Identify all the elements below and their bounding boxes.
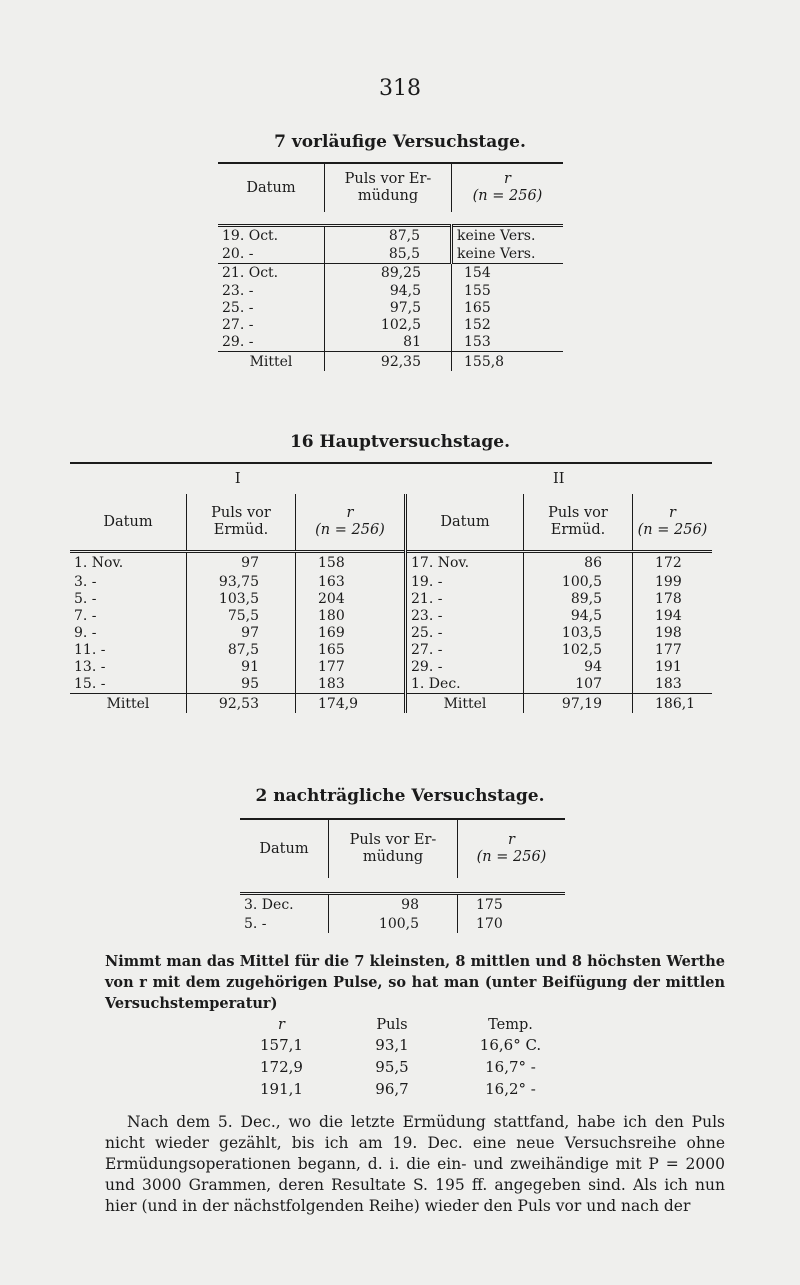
page-number: 318 <box>379 76 421 101</box>
row-r2: 199 <box>633 574 713 591</box>
group-i: I <box>234 470 241 487</box>
row-p2: 102,5 <box>524 642 633 659</box>
row-r: 153 <box>452 334 564 352</box>
col-puls: Puls vor Er- müdung <box>329 819 458 878</box>
section2-table <box>70 462 712 713</box>
mittel-label: Mittel <box>218 352 325 372</box>
row-r: 170 <box>458 916 566 933</box>
row-puls: 100,5 <box>329 916 458 933</box>
row-datum: 19. Oct. <box>222 227 279 244</box>
row-datum: 25. - <box>222 300 254 316</box>
temp-row-temp: 16,6° C. <box>479 1035 542 1054</box>
paragraph-mittel: Nimmt man das Mittel für die 7 kleinsten, 8 mittlen und 8 höchsten Werthe von r mit dem zugehörigen Pulse, so hat man (unter Beifügung der mittlen Versuchstemperatur) <box>105 953 725 1012</box>
mittel1-r: 174,9 <box>296 693 406 713</box>
col-r-2: r <box>669 505 676 521</box>
row-d1: 11. - <box>74 641 106 658</box>
temp-row-temp: 16,2° - <box>485 1079 536 1098</box>
row-puls: 85,5 <box>325 246 452 264</box>
temp-row-r: 191,1 <box>260 1079 303 1098</box>
row-datum: 21. Oct. <box>218 263 325 283</box>
row-p1: 75,5 <box>187 608 296 625</box>
temp-table <box>230 1017 570 1100</box>
paragraph-nach-dem: Nach dem 5. Dec., wo die letzte Ermüdung stattfand, habe ich den Puls nicht wieder gezählt, bis ich am 19. Dec. eine neue Versuchsreihe ohne Ermüdungsoperationen begann, d. i. die ein- und zweihändige mit P = 2000 und 3000 Grammen, deren Resultate S. 195 ff. angegeben sind. Als ich nun hier (und in der nächstfolgenden Reihe) wieder den Puls vor und nach der <box>105 1113 725 1215</box>
row-r1: 177 <box>296 659 406 676</box>
row-puls: 97,5 <box>325 300 452 317</box>
rule <box>218 212 563 226</box>
row-p2: 94 <box>524 659 633 676</box>
row-datum: 3. Dec. <box>244 896 294 913</box>
mittel-r: 155,8 <box>452 352 564 372</box>
col-puls-2: Puls vor Ermüd. <box>524 494 633 552</box>
row-p1: 97 <box>187 552 296 574</box>
row-r: 175 <box>458 894 566 916</box>
temp-row-r: 157,1 <box>260 1035 303 1054</box>
row-r: keine Vers. <box>452 246 564 264</box>
row-r: 165 <box>452 300 564 317</box>
temp-row-puls: 95,5 <box>375 1057 409 1076</box>
row-r2: 194 <box>633 608 713 625</box>
row-r1: 204 <box>296 591 406 608</box>
col-r-header-1 <box>296 494 406 552</box>
col-n: (n = 256) <box>476 849 547 865</box>
row-p1: 103,5 <box>187 591 296 608</box>
row-d2: 25. - <box>406 625 524 642</box>
col-r: r <box>508 832 515 848</box>
temp-col-r: r <box>278 1017 285 1033</box>
col-n-1: (n = 256) <box>315 522 385 538</box>
temp-row-r: 172,9 <box>260 1057 303 1076</box>
col-r-header <box>458 819 566 878</box>
row-p1: 93,75 <box>187 574 296 591</box>
temp-row-puls: 96,7 <box>375 1079 409 1098</box>
temp-row-temp: 16,7° - <box>485 1057 536 1076</box>
col-n-2: (n = 256) <box>637 522 708 538</box>
row-puls: 89,25 <box>325 263 452 283</box>
row-p2: 86 <box>524 552 633 574</box>
row-r2: 178 <box>633 591 713 608</box>
row-p1: 95 <box>187 676 296 694</box>
row-datum: 23. - <box>222 283 254 299</box>
rule <box>240 878 565 894</box>
row-r1: 180 <box>296 608 406 625</box>
temp-col-temp: Temp. <box>488 1017 533 1033</box>
row-r1: 169 <box>296 625 406 642</box>
col-datum: Datum <box>259 840 309 857</box>
row-datum: 29. - <box>222 334 254 350</box>
row-r2: 172 <box>633 552 713 574</box>
row-d1: 3. - <box>74 573 97 590</box>
col-r: r <box>504 171 511 187</box>
col-datum-2: Datum <box>406 494 524 552</box>
row-d2: 17. Nov. <box>406 552 524 574</box>
section3-table <box>240 818 565 933</box>
row-r1: 158 <box>296 552 406 574</box>
row-p1: 91 <box>187 659 296 676</box>
col-r-1: r <box>346 505 354 521</box>
row-puls: 102,5 <box>325 317 452 334</box>
row-d2: 29. - <box>406 659 524 676</box>
row-p2: 103,5 <box>524 625 633 642</box>
row-d1: 9. - <box>74 624 97 641</box>
row-d1: 5. - <box>74 590 97 607</box>
mittel2-puls: 97,19 <box>524 693 633 713</box>
col-puls: Puls vor Er- müdung <box>325 163 452 212</box>
row-d1: 1. Nov. <box>74 554 124 571</box>
temp-row-puls: 93,1 <box>375 1035 409 1054</box>
mittel2-label: Mittel <box>406 693 524 713</box>
mittel-puls: 92,35 <box>325 352 452 372</box>
row-p1: 97 <box>187 625 296 642</box>
row-d2: 1. Dec. <box>406 676 524 694</box>
row-r1: 183 <box>296 676 406 694</box>
row-r1: 165 <box>296 642 406 659</box>
row-d2: 23. - <box>406 608 524 625</box>
row-puls: 94,5 <box>325 283 452 300</box>
row-r: keine Vers. <box>452 226 564 246</box>
row-puls: 87,5 <box>325 226 452 246</box>
section2-title: 16 Hauptversuchstage. <box>289 432 511 452</box>
col-n: (n = 256) <box>472 188 543 204</box>
row-datum: 5. - <box>244 915 267 932</box>
row-d1: 13. - <box>74 658 106 675</box>
row-d2: 19. - <box>406 574 524 591</box>
row-r2: 191 <box>633 659 713 676</box>
row-datum: 20. - <box>222 245 254 262</box>
row-r: 152 <box>452 317 564 334</box>
row-datum: 27. - <box>222 317 254 333</box>
col-r-header-2 <box>633 494 713 552</box>
row-p2: 89,5 <box>524 591 633 608</box>
row-r1: 163 <box>296 574 406 591</box>
row-p2: 107 <box>524 676 633 694</box>
row-r2: 177 <box>633 642 713 659</box>
row-puls: 81 <box>325 334 452 352</box>
row-d1: 7. - <box>74 607 97 624</box>
row-r2: 198 <box>633 625 713 642</box>
col-r-header <box>452 163 564 212</box>
row-d2: 27. - <box>406 642 524 659</box>
section3-title: 2 nachträgliche Versuchstage. <box>255 786 545 806</box>
row-r2: 183 <box>633 676 713 694</box>
mittel1-puls: 92,53 <box>187 693 296 713</box>
mittel1-label: Mittel <box>70 693 187 713</box>
group-ii: II <box>553 470 565 487</box>
row-d1: 15. - <box>74 675 106 692</box>
row-p2: 100,5 <box>524 574 633 591</box>
row-d2: 21. - <box>406 591 524 608</box>
row-puls: 98 <box>329 894 458 916</box>
section1-title: 7 vorläufige Versuchstage. <box>274 132 526 152</box>
row-r: 155 <box>452 283 564 300</box>
row-p2: 94,5 <box>524 608 633 625</box>
col-datum: Datum <box>246 179 296 196</box>
col-datum-1: Datum <box>103 513 153 530</box>
row-r: 154 <box>452 263 564 283</box>
row-p1: 87,5 <box>187 642 296 659</box>
mittel2-r: 186,1 <box>633 693 713 713</box>
temp-col-puls: Puls <box>376 1017 408 1033</box>
section1-table <box>218 162 563 371</box>
col-puls-1: Puls vor Ermüd. <box>187 494 296 552</box>
